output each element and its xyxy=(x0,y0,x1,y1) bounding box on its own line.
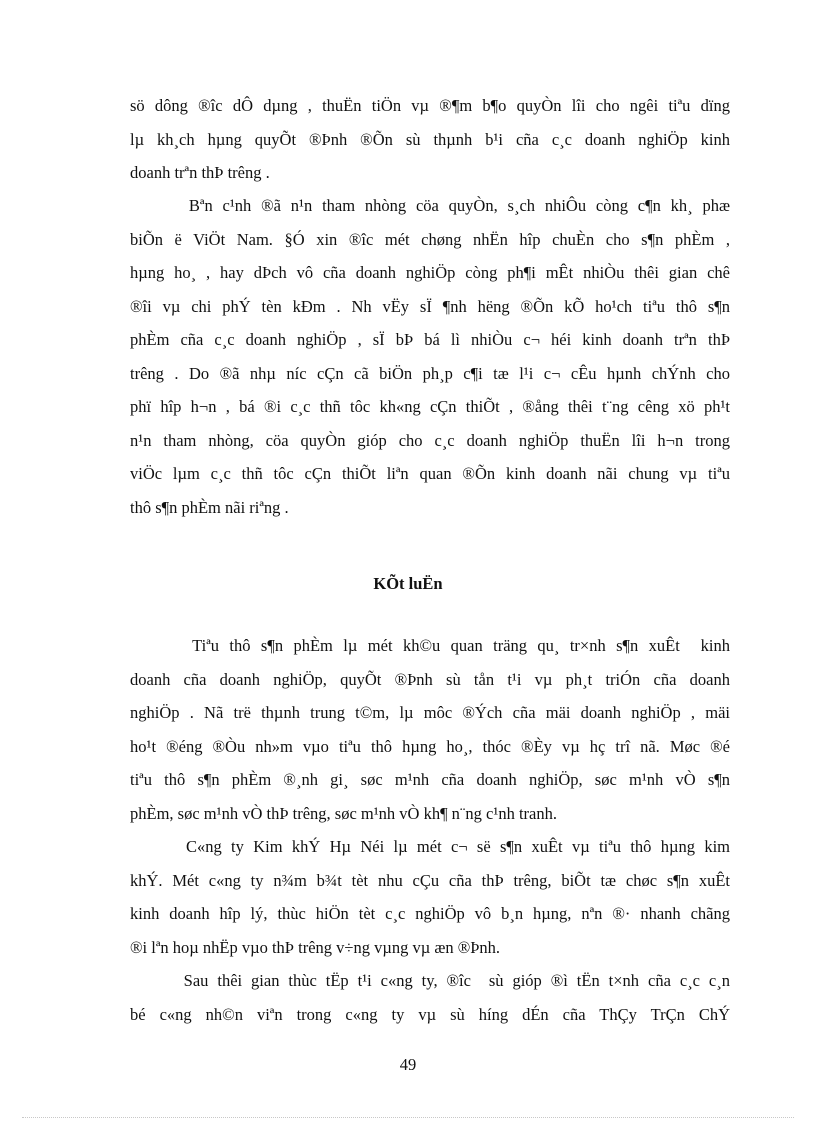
text-line: biÕn ë ViÖt Nam. §Ó xin ®îc mét chøng nhËn hîp chuÈn cho s¶n phÈm , xyxy=(130,229,730,249)
text-line: ®i lªn hoµ nhËp vµo thÞ trêng v÷ng vµng vµ æn ®Þnh. xyxy=(130,937,501,957)
text-line: hµng ho¸ , hay dÞch vô cña doanh nghiÖp còng ph¶i mÊt nhiÒu thêi gian chê xyxy=(130,263,730,282)
text-line: phÈm cña c¸c doanh nghiÖp , sÏ bÞ bá lì nhiÒu c¬ héi kinh doanh trªn thÞ xyxy=(130,330,730,349)
paragraph-consumer-rights xyxy=(130,89,730,190)
text-line: lµ kh¸ch hµng quyÕt ®Þnh ®Õn sù thµnh b¹i cña c¸c doanh nghiÖp kinh xyxy=(130,129,730,149)
paragraph-bureaucracy xyxy=(130,189,730,524)
text-line: khÝ. Mét c«ng ty n¾m b¾t tèt nhu cÇu cña thÞ trêng, biÕt tæ chøc s¶n xuÊt xyxy=(130,870,730,890)
text-line: tiªu thô s¶n phÈm ®¸nh gi¸ søc m¹nh cña doanh nghiÖp, søc m¹nh vÒ s¶n xyxy=(130,770,730,789)
section-heading-conclusion: KÕt luËn xyxy=(373,574,443,593)
text-line: bé c«ng nh©n viªn trong c«ng ty vµ sù híng dÉn cña ThÇy TrÇn ChÝ xyxy=(130,1004,730,1024)
text-line: Sau thêi gian thùc tËp t¹i c«ng ty, ®îc sù gióp ®ì tËn t×nh cña c¸c c¸n xyxy=(130,971,730,990)
text-line: C«ng ty Kim khÝ Hµ Néi lµ mét c¬ së s¶n xuÊt vµ tiªu thô hµng kim xyxy=(130,837,730,856)
page-number: 49 xyxy=(399,1055,417,1074)
text-line: ho¹t ®éng ®Òu nh»m vµo tiªu thô hµng ho¸, thóc ®Èy vµ hç trî nã. Møc ®é xyxy=(130,736,730,756)
text-line: kinh doanh hîp lý, thùc hiÖn tèt c¸c nghiÖp vô b¸n hµng, nªn ®· nhanh chãng xyxy=(130,904,730,923)
text-line: doanh cña doanh nghiÖp, quyÕt ®Þnh sù tån t¹i vµ ph¸t triÓn cña doanh xyxy=(130,669,730,689)
text-line: phÈm, søc m¹nh vÒ thÞ trêng, søc m¹nh vÒ kh¶ n¨ng c¹nh tranh. xyxy=(130,803,557,823)
paragraph-conclusion xyxy=(130,629,730,1031)
text-line: ®îi vµ chi phÝ tèn kÐm . Nh vËy sÏ ¶nh hëng ®Õn kÕ ho¹ch tiªu thô s¶n xyxy=(130,296,730,316)
text-line: Tiªu thô s¶n phÈm lµ mét kh©u quan träng qu¸ tr×nh s¶n xuÊt kinh xyxy=(130,636,730,655)
page-bottom-divider xyxy=(22,1117,794,1118)
text-line: Bªn c¹nh ®ã n¹n tham nhòng cöa quyÒn, s¸ch nhiÔu còng c¶n kh¸ phæ xyxy=(130,196,730,215)
text-line: sö dông ®îc dÔ dµng , thuËn tiÖn vµ ®¶m b¶o quyÒn lîi cho ngêi tiªu dïng xyxy=(130,96,730,115)
text-line: trêng . Do ®ã nhµ níc cÇn cã biÖn ph¸p c¶i tæ l¹i c¬ cÊu hµnh chÝnh cho xyxy=(130,363,730,383)
text-line: phï hîp h¬n , bá ®i c¸c thñ tôc kh«ng cÇn thiÕt , ®ång thêi t¨ng cêng xö ph¹t xyxy=(130,397,730,416)
text-line: viÖc lµm c¸c thñ tôc cÇn thiÕt liªn quan ®Õn kinh doanh nãi chung vµ tiªu xyxy=(130,464,730,483)
text-line: thô s¶n phÈm nãi riªng . xyxy=(130,497,289,517)
text-line: doanh trªn thÞ trêng . xyxy=(130,163,270,182)
text-line: nghiÖp . Nã trë thµnh trung t©m, lµ môc ®Ých cña mäi doanh nghiÖp , mäi xyxy=(130,703,730,722)
text-line: n¹n tham nhòng, cöa quyÒn gióp cho c¸c doanh nghiÖp thuËn lîi h¬n trong xyxy=(130,430,730,450)
